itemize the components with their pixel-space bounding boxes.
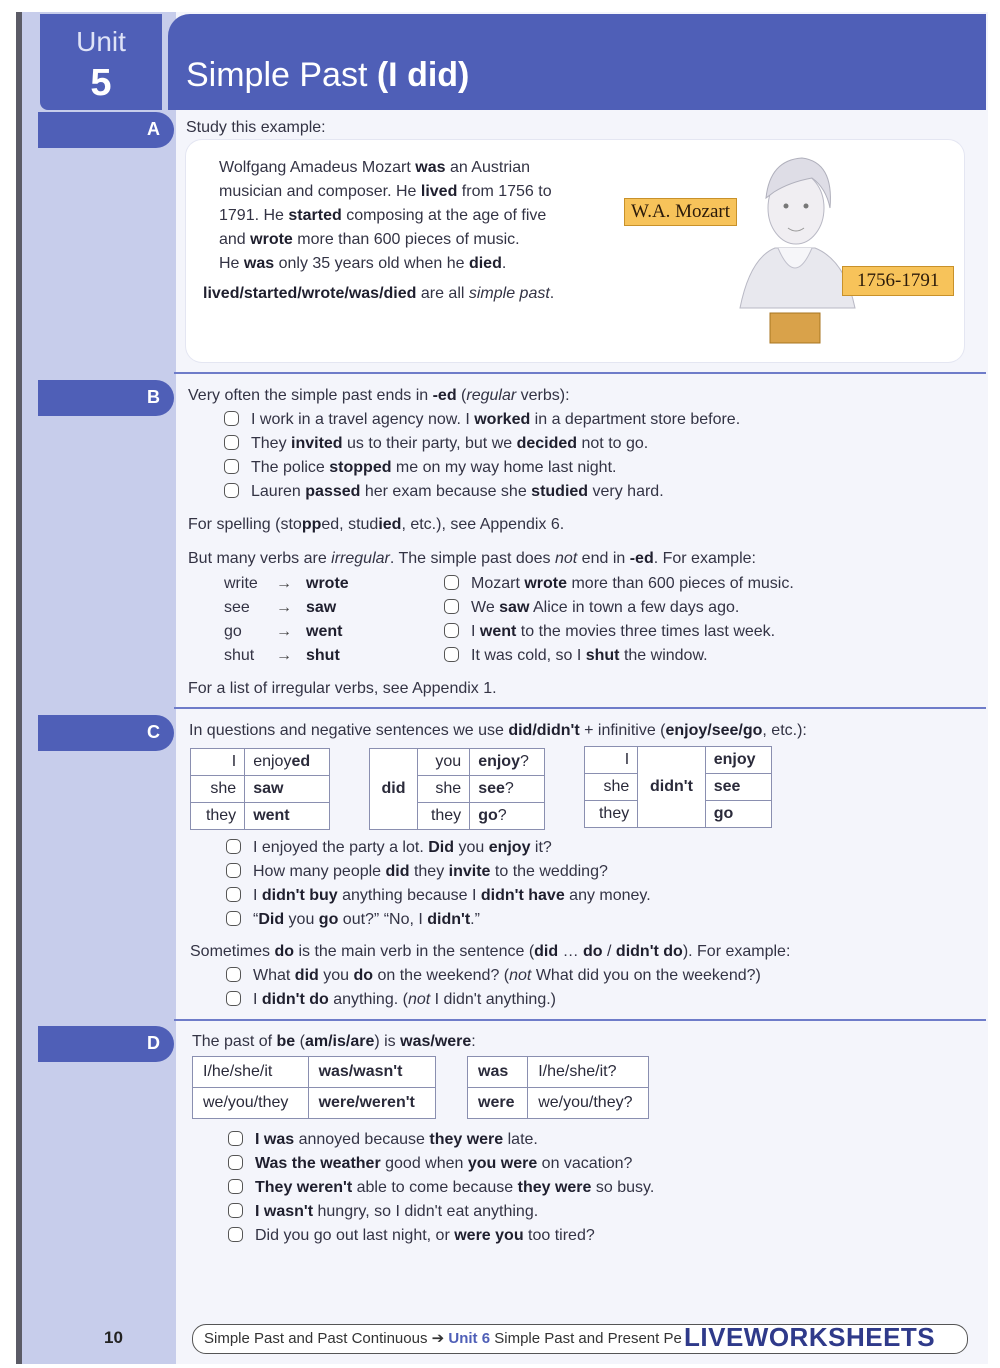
liveworksheets-watermark: LIVEWORKSHEETS (684, 1322, 936, 1352)
list-item: I work in a travel agency now. I worked in a department store before. (224, 408, 740, 432)
bullet-icon (444, 623, 459, 638)
list-item: Was the weather good when you were on vacation? (228, 1152, 654, 1176)
be-examples (228, 1128, 654, 1248)
be-positive-table: I/he/she/it was/wasn't we/you/they were/weren't (192, 1056, 436, 1119)
section-tab-b: B (38, 380, 174, 416)
list-item: go → went (224, 623, 343, 640)
section-c-intro: In questions and negative sentences we use did/didn't + infinitive (enjoy/see/go, etc.): (189, 722, 807, 739)
unit-badge (40, 14, 162, 110)
spelling-note: For spelling (stopped, studied, etc.), see Appendix 6. (188, 516, 565, 533)
section-divider-d (174, 1019, 986, 1021)
list-item: Did you go out last night, or were you too tired? (228, 1224, 654, 1248)
section-d-intro: The past of be (am/is/are) is was/were: (192, 1033, 476, 1050)
unit-number: 5 (90, 62, 112, 104)
list-item: “Did you go out?” “No, I didn't.” (226, 908, 651, 932)
section-divider-c (174, 707, 986, 709)
sidebar (22, 12, 176, 1364)
bullet-icon (226, 911, 241, 926)
list-item: We saw Alice in town a few days ago. (444, 596, 794, 620)
list-item: see → saw (224, 599, 337, 616)
list-item: I didn't do anything. (not I didn't anything.) (226, 988, 761, 1012)
irregular-verb-examples (444, 572, 794, 668)
bullet-icon (444, 647, 459, 662)
list-item: I enjoyed the party a lot. Did you enjoy it? (226, 836, 651, 860)
mozart-bust-illustration (730, 148, 870, 348)
list-item: How many people did they invite to the wedding? (226, 860, 651, 884)
irregular-verb-list (224, 572, 349, 668)
list-item: What did you do on the weekend? (not What did you on the weekend?) (226, 964, 761, 988)
bullet-icon (228, 1131, 243, 1146)
bullet-icon (226, 991, 241, 1006)
did-examples (226, 836, 651, 932)
appendix-note: For a list of irregular verbs, see Appendix 1. (188, 680, 497, 697)
simple-past-summary: lived/started/wrote/was/died are all simple past. (203, 285, 555, 302)
bullet-icon (224, 435, 239, 450)
list-item: I went to the movies three times last week. (444, 620, 794, 644)
bullet-icon (444, 599, 459, 614)
past-negative-table: I didn't enjoy she see they go (584, 746, 772, 828)
list-item: The police stopped me on my way home last night. (224, 456, 740, 480)
section-a-intro: Study this example: (186, 119, 326, 136)
regular-verb-examples (224, 408, 740, 504)
list-item: I wasn't hungry, so I didn't eat anything. (228, 1200, 654, 1224)
bullet-icon (226, 863, 241, 878)
list-item: I was annoyed because they were late. (228, 1128, 654, 1152)
section-tab-c: C (38, 715, 174, 751)
list-item: They weren't able to come because they were so busy. (228, 1176, 654, 1200)
list-item: They invited us to their party, but we decided not to go. (224, 432, 740, 456)
bullet-icon (226, 839, 241, 854)
bullet-icon (228, 1203, 243, 1218)
be-question-table: was I/he/she/it? were we/you/they? (467, 1056, 649, 1119)
bullet-icon (224, 483, 239, 498)
section-b-intro: Very often the simple past ends in -ed (regular verbs): (188, 387, 570, 404)
bullet-icon (228, 1155, 243, 1170)
section-tab-a: A (38, 112, 174, 148)
page-binding (16, 12, 22, 1364)
list-item: write → wrote (224, 575, 349, 592)
bullet-icon (226, 887, 241, 902)
past-question-table: did you enjoy? she see? they go? (369, 748, 545, 830)
mozart-name-tag: W.A. Mozart (624, 198, 737, 226)
bullet-icon (226, 967, 241, 982)
page-title: Simple Past (I did) (186, 56, 470, 94)
list-item: I didn't buy anything because I didn't have any money. (226, 884, 651, 908)
bullet-icon (224, 459, 239, 474)
list-item: shut → shut (224, 647, 340, 664)
mozart-years-tag: 1756-1791 (842, 266, 954, 296)
bullet-icon (228, 1227, 243, 1242)
page-number: 10 (104, 1328, 123, 1347)
arrow-right-icon: ➔ (431, 1330, 445, 1347)
section-divider-b (174, 372, 986, 374)
bullet-icon (444, 575, 459, 590)
mozart-text: Wolfgang Amadeus Mozart was an Austrian musician and composer. He lived from 1756 to 1791. He started composing at the age of five and wrote more than 600 pieces of music. He was only 35 years old when he died. (219, 159, 552, 272)
do-main-verb-intro: Sometimes do is the main verb in the sentence (did … do / didn't do). For example: (190, 943, 791, 960)
bullet-icon (228, 1179, 243, 1194)
footer-text: Simple Past and Past Continuous ➔ Unit 6 Simple Past and Present Pe (204, 1330, 682, 1347)
section-tab-d: D (38, 1026, 174, 1062)
do-examples (226, 964, 761, 1012)
list-item: Lauren passed her exam because she studied very hard. (224, 480, 740, 504)
list-item: It was cold, so I shut the window. (444, 644, 794, 668)
unit-label: Unit (76, 26, 126, 57)
bullet-icon (224, 411, 239, 426)
list-item: Mozart wrote more than 600 pieces of music. (444, 572, 794, 596)
irregular-intro: But many verbs are irregular. The simple past does not end in -ed. For example: (188, 550, 756, 567)
past-positive-table: I enjoyed she saw they went (190, 748, 330, 830)
unit-6-link[interactable]: Unit 6 (444, 1330, 491, 1347)
